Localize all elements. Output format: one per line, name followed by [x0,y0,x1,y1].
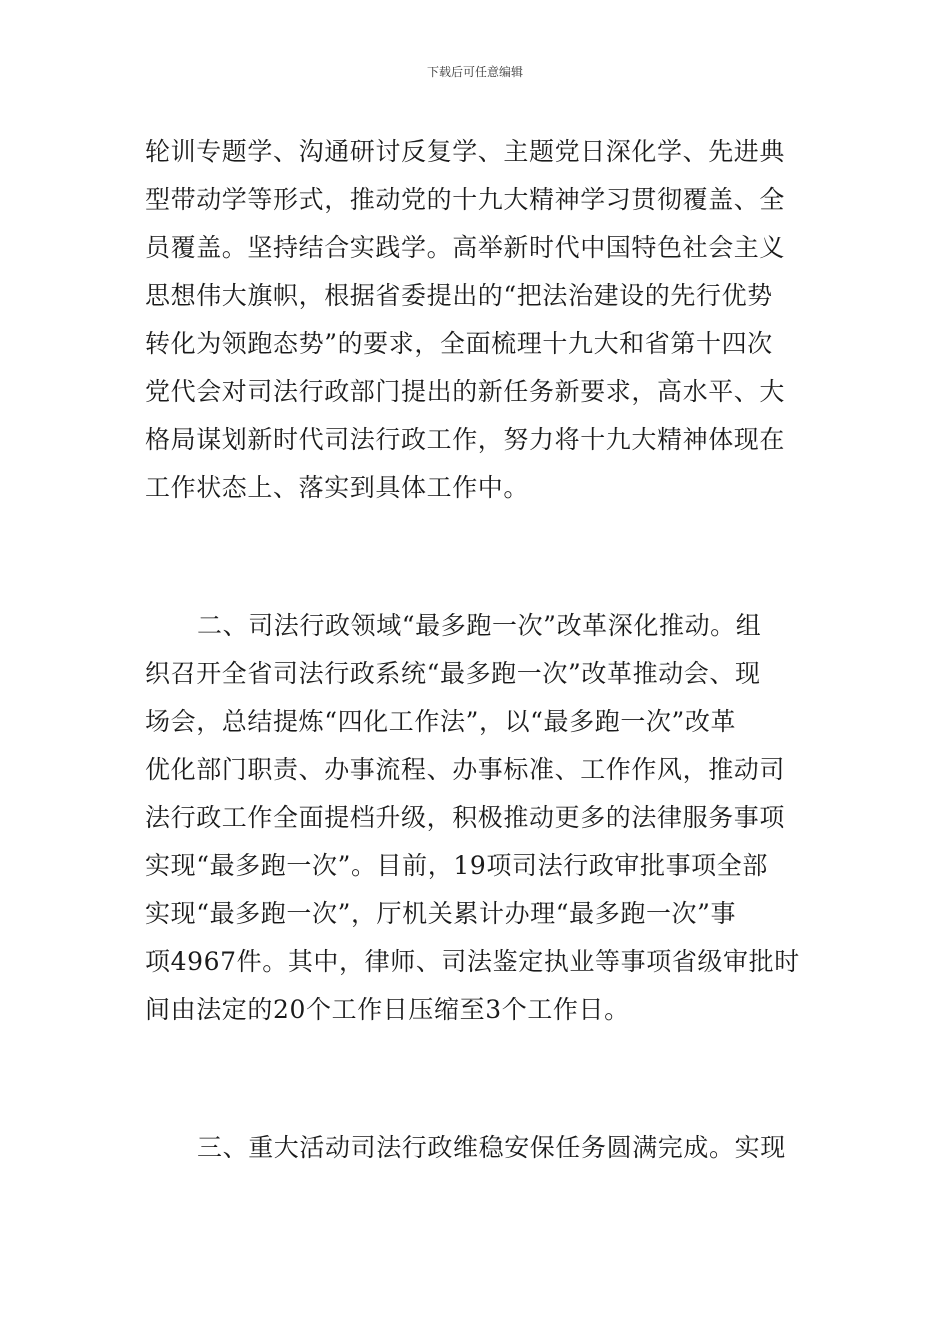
text-line: 党代会对司法行政部门提出的新任务新要求，高水平、大 [145,377,786,406]
text-line: 实现“最多跑一次”，厅机关累计办理“最多跑一次”事 [145,899,737,928]
text-line: 实现“最多跑一次”。目前，19项司法行政审批事项全部 [145,851,768,880]
document-body [145,128,807,1172]
text-line: 二、司法行政领域“最多跑一次”改革深化推动。组 [197,611,762,640]
text-line: 思想伟大旗帜，根据省委提出的“把法治建设的先行优势 [145,281,773,310]
text-line: 格局谋划新时代司法行政工作，努力将十九大精神体现在 [145,425,786,454]
page-header: 下载后可任意编辑 [426,65,523,79]
text-line: 轮训专题学、沟通研讨反复学、主题党日深化学、先进典 [145,137,786,166]
text-line: 员覆盖。坚持结合实践学。高举新时代中国特色社会主义 [145,233,786,262]
text-line: 法行政工作全面提档升级，积极推动更多的法律服务事项 [145,803,786,832]
text-line: 型带动学等形式，推动党的十九大精神学习贯彻覆盖、全 [145,185,786,214]
paragraph-2 [145,602,807,1034]
text-line: 间由法定的20个工作日压缩至3个工作日。 [145,995,630,1024]
paragraph-spacer [145,512,807,602]
text-line: 转化为领跑态势”的要求，全面梳理十九大和省第十四次 [145,329,773,358]
text-line: 项4967件。其中，律师、司法鉴定执业等事项省级审批时 [145,947,800,976]
text-line: 优化部门职责、办事流程、办事标准、工作作风，推动司 [145,755,786,784]
paragraph-1 [145,128,807,512]
text-line: 织召开全省司法行政系统“最多跑一次”改革推动会、现 [145,659,761,688]
paragraph-spacer [145,1034,807,1124]
text-line: 场会，总结提炼“四化工作法”，以“最多跑一次”改革 [145,707,737,736]
text-line: 工作状态上、落实到具体工作中。 [145,473,530,502]
text-line: 三、重大活动司法行政维稳安保任务圆满完成。实现 [197,1133,786,1162]
paragraph-3 [145,1124,807,1172]
